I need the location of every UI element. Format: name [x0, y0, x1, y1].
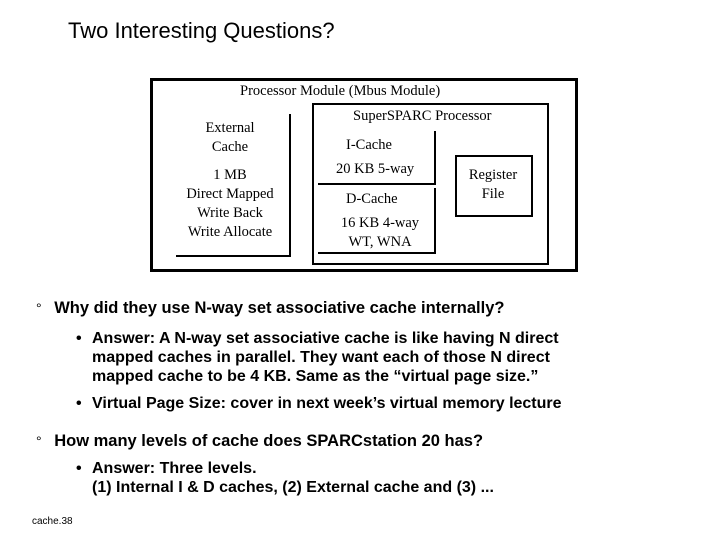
q2-answer-text — [92, 459, 494, 497]
q1-answer-line: mapped cache to be 4 KB. Same as the “virtual page size.” — [92, 368, 539, 385]
external-cache-detail: 1 MB — [213, 167, 247, 183]
external-cache-heading — [190, 119, 270, 157]
external-cache-heading-line: External — [205, 120, 255, 136]
q1-answer-line: Answer: A N-way set associative cache is like having N direct — [92, 330, 559, 347]
q2-answer-line: (1) Internal I & D caches, (2) External cache and (3) ... — [92, 479, 494, 496]
external-cache-detail: Write Back — [197, 205, 263, 221]
dcache-detail: WT, WNA — [348, 234, 412, 250]
question-2 — [36, 432, 483, 451]
external-cache-detail: Direct Mapped — [186, 186, 274, 202]
sub-bullet-marker: • — [76, 395, 82, 412]
dcache-detail: 16 KB 4-way — [340, 215, 420, 231]
external-cache-heading-line: Cache — [211, 139, 249, 155]
register-file-label — [455, 166, 531, 204]
sub-bullet-marker: • — [76, 460, 82, 477]
q2-answer-line: Answer: Three levels. — [92, 460, 257, 477]
slide-footer: cache.38 — [32, 516, 73, 527]
supersparc-processor-label: SuperSPARC Processor — [353, 108, 492, 124]
register-file-line: File — [481, 186, 505, 202]
external-cache-details — [170, 166, 290, 242]
question-1-text: Why did they use N-way set associative cache internally? — [54, 299, 505, 317]
register-file-line: Register — [468, 167, 518, 183]
bullet-marker: ° — [36, 300, 42, 316]
processor-module-label: Processor Module (Mbus Module) — [240, 83, 441, 99]
question-2-text: How many levels of cache does SPARCstation 20 has? — [54, 432, 484, 450]
dcache-details — [320, 214, 440, 252]
q1-note-text: Virtual Page Size: cover in next week’s virtual memory lecture — [92, 395, 562, 412]
external-cache-detail: Write Allocate — [187, 224, 273, 240]
icache-label: I-Cache — [346, 137, 392, 153]
bullet-marker: ° — [36, 433, 42, 449]
dcache-label: D-Cache — [346, 191, 398, 207]
q1-answer-text — [92, 329, 559, 386]
question-1 — [36, 299, 504, 318]
sub-bullet-marker: • — [76, 330, 82, 347]
icache-details: 20 KB 5-way — [336, 161, 415, 177]
q1-answer-line: mapped caches in parallel. They want each of those N direct — [92, 349, 550, 366]
slide-title: Two Interesting Questions? — [68, 18, 335, 43]
